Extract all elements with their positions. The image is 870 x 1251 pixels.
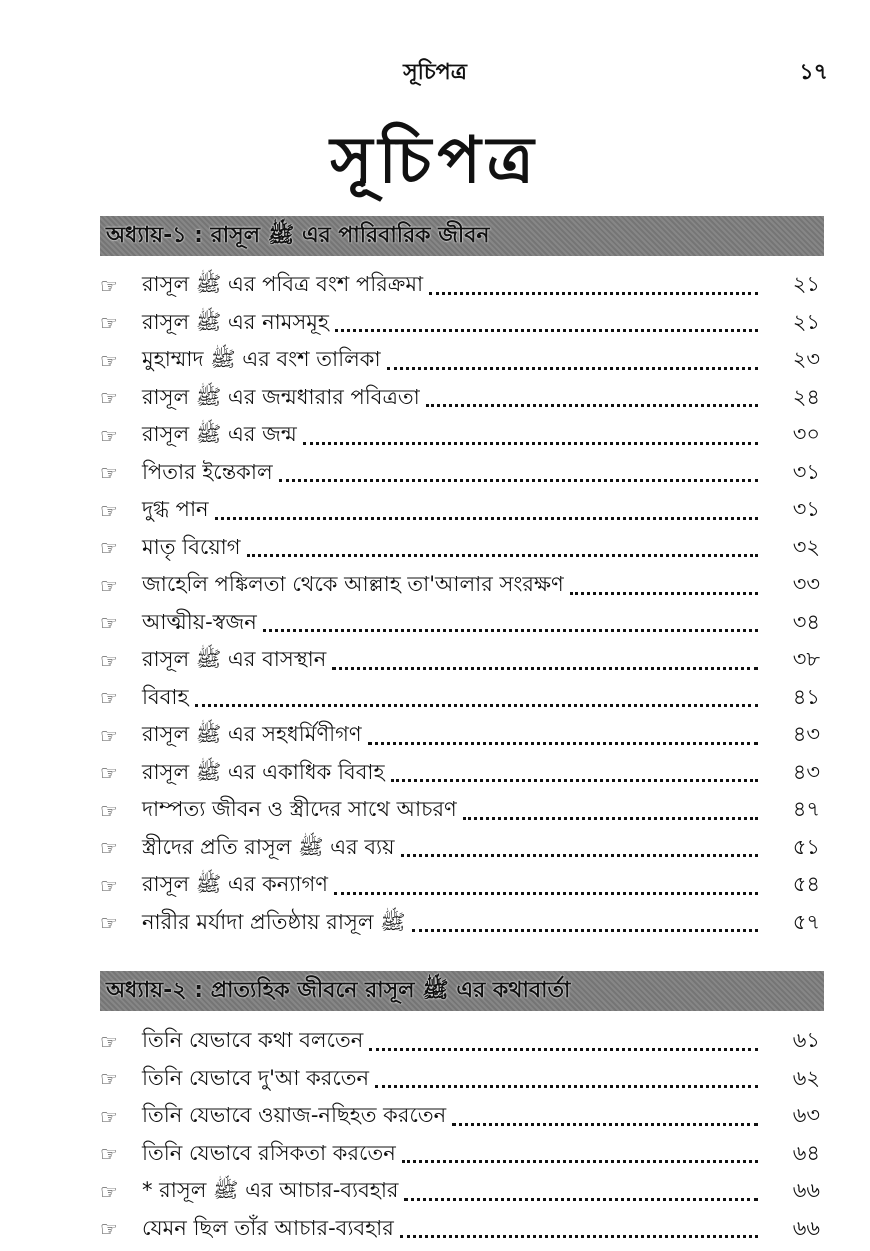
chapter-2-entries	[100, 1023, 824, 1248]
pointing-hand-icon: ☞	[100, 1217, 118, 1242]
toc-entry[interactable]	[100, 305, 824, 343]
pointing-hand-icon: ☞	[100, 1142, 118, 1167]
toc-entry-page: ৩১	[792, 459, 820, 484]
dot-leader	[429, 292, 758, 295]
toc-entry-page: ৬৩	[792, 1103, 820, 1128]
toc-entry-title: দাম্পত্য জীবন ও স্ত্রীদের সাথে আচরণ	[142, 797, 457, 822]
toc-entry[interactable]	[100, 530, 824, 568]
dot-leader	[387, 367, 758, 370]
page-title: সূচিপত্র	[330, 123, 540, 198]
dot-leader	[215, 517, 758, 520]
toc-entry[interactable]	[100, 492, 824, 530]
toc-entry[interactable]	[100, 717, 824, 755]
toc-entry[interactable]	[100, 567, 824, 605]
chapter-heading-2	[100, 971, 824, 1011]
toc-entry-page: ৬১	[792, 1028, 820, 1053]
pointing-hand-icon: ☞	[100, 423, 118, 448]
toc-entry-title: রাসূল ﷺ এর জন্ম	[142, 422, 297, 447]
toc-entry-title: রাসূল ﷺ এর পবিত্র বংশ পরিক্রমা	[142, 272, 424, 297]
pointing-hand-icon: ☞	[100, 648, 118, 673]
pointing-hand-icon: ☞	[100, 761, 118, 786]
dot-leader	[400, 1235, 758, 1238]
toc-entry-title: রাসূল ﷺ এর নামসমূহ	[142, 309, 329, 334]
pointing-hand-icon: ☞	[100, 461, 118, 486]
toc-entry[interactable]	[100, 1136, 824, 1174]
toc-entry-page: ৪৩	[792, 722, 820, 747]
dot-leader	[263, 629, 758, 632]
toc-entry-page: ৫৪	[792, 872, 820, 897]
dot-leader	[247, 554, 758, 557]
toc-entry-title: মাতৃ বিয়োগ	[142, 534, 241, 559]
dot-leader	[369, 1048, 758, 1051]
pointing-hand-icon: ☞	[100, 611, 118, 636]
toc-entry-title: স্ত্রীদের প্রতি রাসূল ﷺ এর ব্যয়	[142, 834, 395, 859]
toc-entry[interactable]	[100, 605, 824, 643]
toc-entry-page: ৪৩	[792, 759, 820, 784]
toc-entry[interactable]	[100, 380, 824, 418]
toc-entry-page: ২৩	[792, 347, 820, 372]
toc-entry-title: আত্মীয়-স্বজন	[142, 609, 257, 634]
toc-entry[interactable]	[100, 1173, 824, 1211]
pointing-hand-icon: ☞	[100, 273, 118, 298]
toc-entry-title: মুহাম্মাদ ﷺ এর বংশ তালিকা	[142, 347, 381, 372]
toc-entry-title: তিনি যেভাবে দু'আ করতেন	[142, 1065, 370, 1090]
toc-entry[interactable]	[100, 792, 824, 830]
toc-entry[interactable]	[100, 417, 824, 455]
toc-entry-title: রাসূল ﷺ এর সহধর্মিণীগণ	[142, 722, 362, 747]
toc-entry[interactable]	[100, 867, 824, 905]
pointing-hand-icon: ☞	[100, 723, 118, 748]
pointing-hand-icon: ☞	[100, 873, 118, 898]
dot-leader	[391, 779, 758, 782]
chapter-heading-text: অধ্যায়-২ : প্রাত্যহিক জীবনে রাসূল ﷺ এর কথাবার্তা	[106, 977, 571, 1003]
running-title: সূচিপত্র	[403, 60, 467, 85]
toc-entry[interactable]	[100, 905, 824, 943]
toc-entry[interactable]	[100, 755, 824, 793]
toc-entry-title: পিতার ইন্তেকাল	[142, 459, 273, 484]
toc-entry-page: ৩৮	[792, 647, 820, 672]
pointing-hand-icon: ☞	[100, 836, 118, 861]
toc-entry-page: ৫১	[792, 834, 820, 859]
toc-entry-page: ৬২	[792, 1065, 820, 1090]
toc-entry[interactable]	[100, 267, 824, 305]
toc-entry-title: নারীর মর্যাদা প্রতিষ্ঠায় রাসূল ﷺ	[142, 909, 406, 934]
toc-entry-page: ৩৪	[792, 609, 820, 634]
toc-entry-title: রাসূল ﷺ এর কন্যাগণ	[142, 872, 328, 897]
dot-leader	[279, 479, 758, 482]
toc-entry[interactable]	[100, 830, 824, 868]
toc-entry-title: দুগ্ধ পান	[142, 497, 209, 522]
toc-entry-page: ৬৪	[792, 1140, 820, 1165]
toc-entry[interactable]	[100, 680, 824, 718]
running-header	[0, 55, 870, 91]
toc-entry-page: ৪৭	[792, 797, 820, 822]
dot-leader	[402, 1160, 758, 1163]
toc-entry[interactable]	[100, 342, 824, 380]
dot-leader	[452, 1123, 758, 1126]
dot-leader	[401, 854, 758, 857]
toc-entry-page: ৬৬	[792, 1178, 820, 1203]
toc-entry[interactable]	[100, 455, 824, 493]
toc-entry-page: ২১	[792, 309, 820, 334]
toc-entry-title: তিনি যেভাবে রসিকতা করতেন	[142, 1140, 396, 1165]
dot-leader	[570, 592, 758, 595]
dot-leader	[404, 1198, 758, 1201]
dot-leader	[335, 329, 758, 332]
dot-leader	[463, 817, 758, 820]
pointing-hand-icon: ☞	[100, 798, 118, 823]
toc-entry-page: ৩২	[792, 534, 820, 559]
toc-entry-title: রাসূল ﷺ এর একাধিক বিবাহ	[142, 759, 385, 784]
toc-entry-page: ৩১	[792, 497, 820, 522]
toc-entry[interactable]	[100, 642, 824, 680]
toc-entry-title: রাসূল ﷺ এর বাসস্থান	[142, 647, 327, 672]
toc-entry-page: ৫৭	[792, 909, 820, 934]
dot-leader	[412, 929, 758, 932]
dot-leader	[426, 404, 758, 407]
dot-leader	[334, 892, 758, 895]
toc-entry-page: ৩০	[792, 422, 820, 447]
toc-entry-title: তিনি যেভাবে কথা বলতেন	[142, 1028, 364, 1053]
toc-entry[interactable]	[100, 1023, 824, 1061]
pointing-hand-icon: ☞	[100, 311, 118, 336]
toc-entry-page: ৩৩	[792, 572, 820, 597]
toc-entry-title: * রাসূল ﷺ এর আচার-ব্যবহার	[142, 1178, 399, 1203]
pointing-hand-icon: ☞	[100, 686, 118, 711]
pointing-hand-icon: ☞	[100, 386, 118, 411]
pointing-hand-icon: ☞	[100, 1067, 118, 1092]
toc-entry-title: জাহেলি পঙ্কিলতা থেকে আল্লাহ তা'আলার সংরক্ষণ	[142, 572, 564, 597]
chapter-heading-text: অধ্যায়-১ : রাসূল ﷺ এর পারিবারিক জীবন	[106, 222, 490, 248]
pointing-hand-icon: ☞	[100, 498, 118, 523]
page-number: ১৭	[799, 60, 828, 85]
chapter-heading-1	[100, 216, 824, 256]
toc-entry-page: ২৪	[792, 384, 820, 409]
dot-leader	[332, 667, 758, 670]
pointing-hand-icon: ☞	[100, 1104, 118, 1129]
dot-leader	[375, 1085, 758, 1088]
dot-leader	[195, 704, 758, 707]
pointing-hand-icon: ☞	[100, 573, 118, 598]
pointing-hand-icon: ☞	[100, 911, 118, 936]
pointing-hand-icon: ☞	[100, 1029, 118, 1054]
chapter-1-entries	[100, 267, 824, 942]
toc-entry[interactable]	[100, 1061, 824, 1099]
toc-entry-title: রাসূল ﷺ এর জন্মধারার পবিত্রতা	[142, 384, 420, 409]
pointing-hand-icon: ☞	[100, 536, 118, 561]
toc-entry-page: ২১	[792, 272, 820, 297]
pointing-hand-icon: ☞	[100, 348, 118, 373]
toc-entry-title: যেমন ছিল তাঁর আচার-ব্যবহার	[142, 1215, 394, 1240]
pointing-hand-icon: ☞	[100, 1179, 118, 1204]
toc-entry-page: ৬৬	[792, 1215, 820, 1240]
toc-entry-title: বিবাহ	[142, 684, 189, 709]
toc-entry-title: তিনি যেভাবে ওয়াজ-নছিহত করতেন	[142, 1103, 447, 1128]
toc-entry[interactable]	[100, 1098, 824, 1136]
toc-entry-page: ৪১	[792, 684, 820, 709]
dot-leader	[368, 742, 758, 745]
dot-leader	[303, 442, 758, 445]
toc-entry[interactable]	[100, 1211, 824, 1249]
